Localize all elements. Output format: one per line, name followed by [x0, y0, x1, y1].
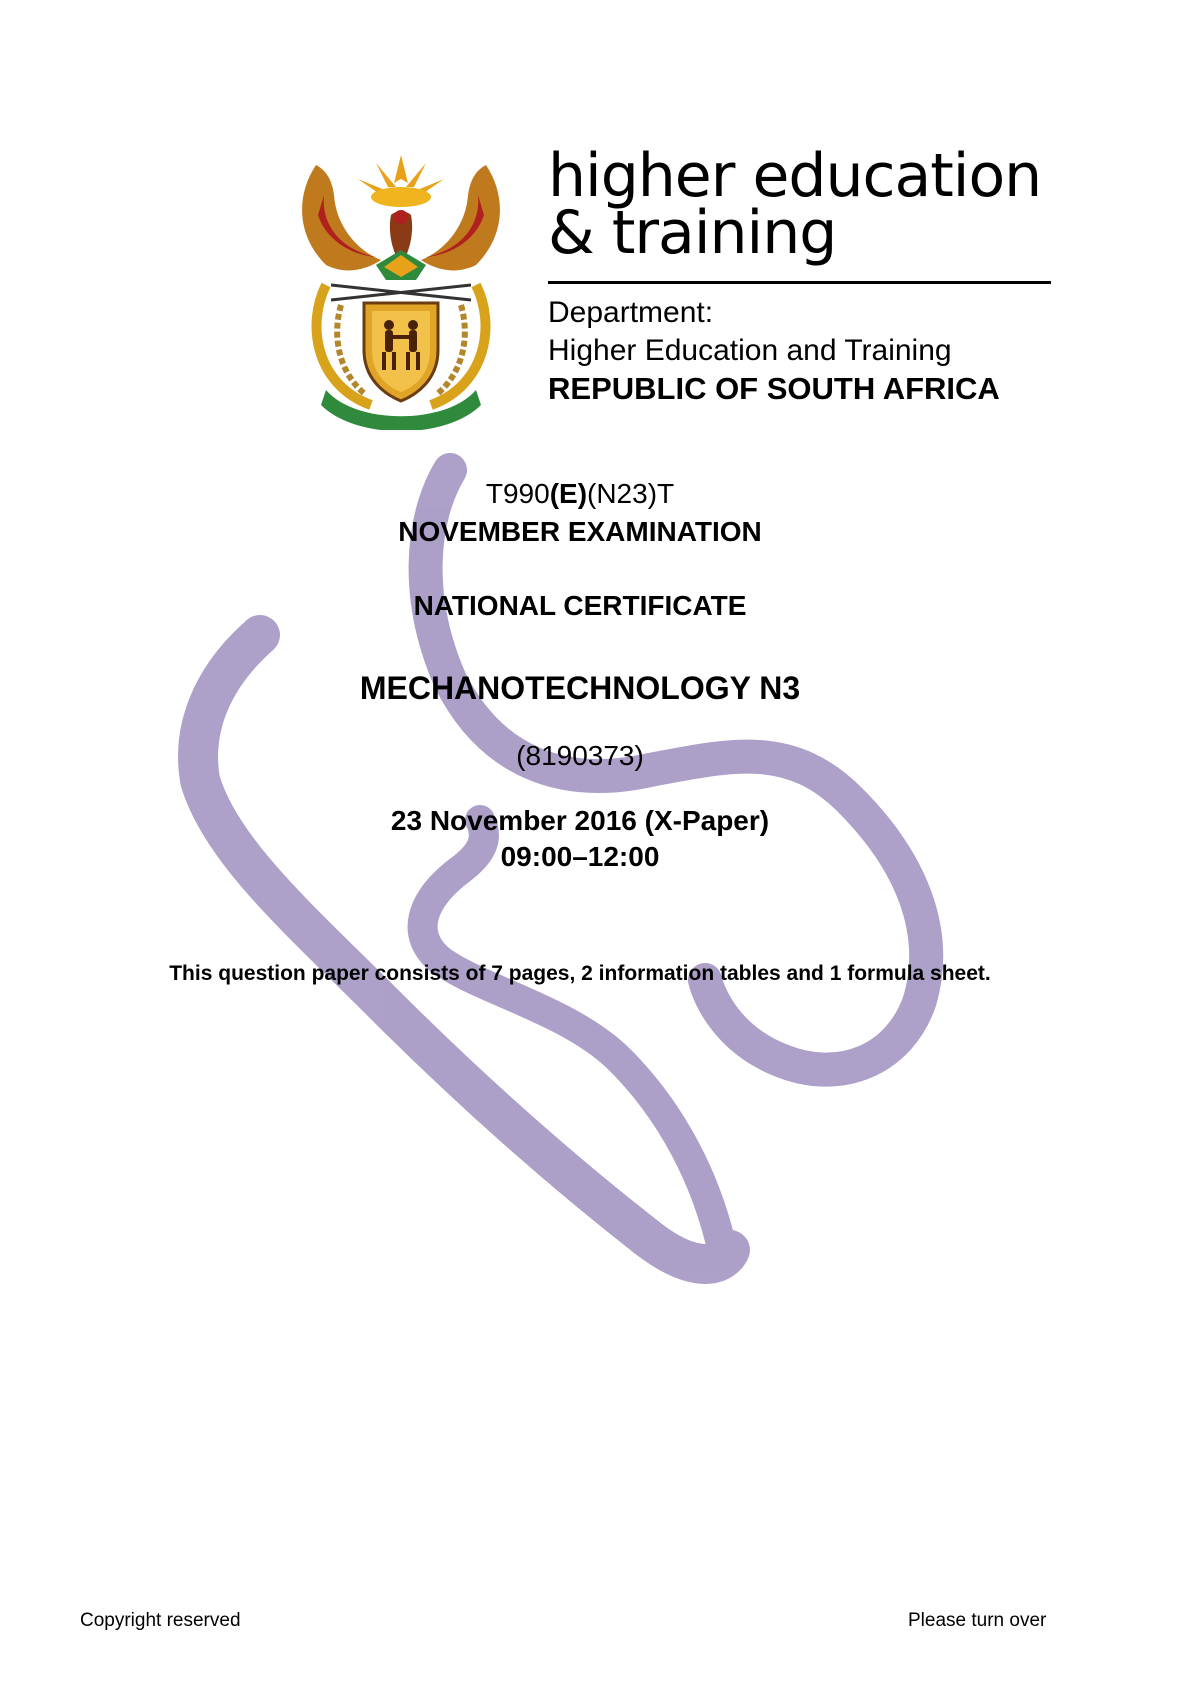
coat-of-arms-logo — [296, 155, 506, 430]
subject-code: (8190373) — [516, 740, 644, 771]
watermark-stroke-middle — [423, 820, 720, 1240]
brand-line-2: & training — [548, 198, 837, 268]
paper-contents-note: This question paper consists of 7 pages, 2 information tables and 1 formula sheet. — [169, 962, 991, 985]
subject-title: MECHANOTECHNOLOGY N3 — [359, 670, 801, 706]
exam-title: NOVEMBER EXAMINATION — [398, 516, 762, 547]
brand-divider — [548, 281, 1051, 284]
department-name: Higher Education and Training — [548, 334, 952, 367]
paper-code-suffix: (N23)T — [587, 478, 675, 509]
paper-code-prefix: T990 — [485, 478, 550, 509]
paper-code-language: (E) — [549, 478, 588, 509]
brand-line-1: higher education — [548, 141, 1042, 211]
brand-wordmark — [548, 141, 1042, 268]
footer-copyright: Copyright reserved — [80, 1610, 241, 1631]
exam-time: 09:00–12:00 — [500, 841, 660, 872]
exam-date: 23 November 2016 (X-Paper) — [390, 805, 770, 836]
certificate-title: NATIONAL CERTIFICATE — [413, 590, 747, 621]
paper-code — [0, 478, 1160, 510]
department-block — [548, 294, 1000, 408]
left-wing — [302, 165, 381, 270]
country-name: REPUBLIC OF SOUTH AFRICA — [548, 371, 1000, 406]
right-wing — [421, 165, 500, 270]
sun-icon — [358, 155, 444, 207]
department-label: Department: — [548, 296, 714, 329]
footer-turn-over: Please turn over — [908, 1610, 1047, 1631]
watermark-stroke-left — [198, 635, 730, 1264]
